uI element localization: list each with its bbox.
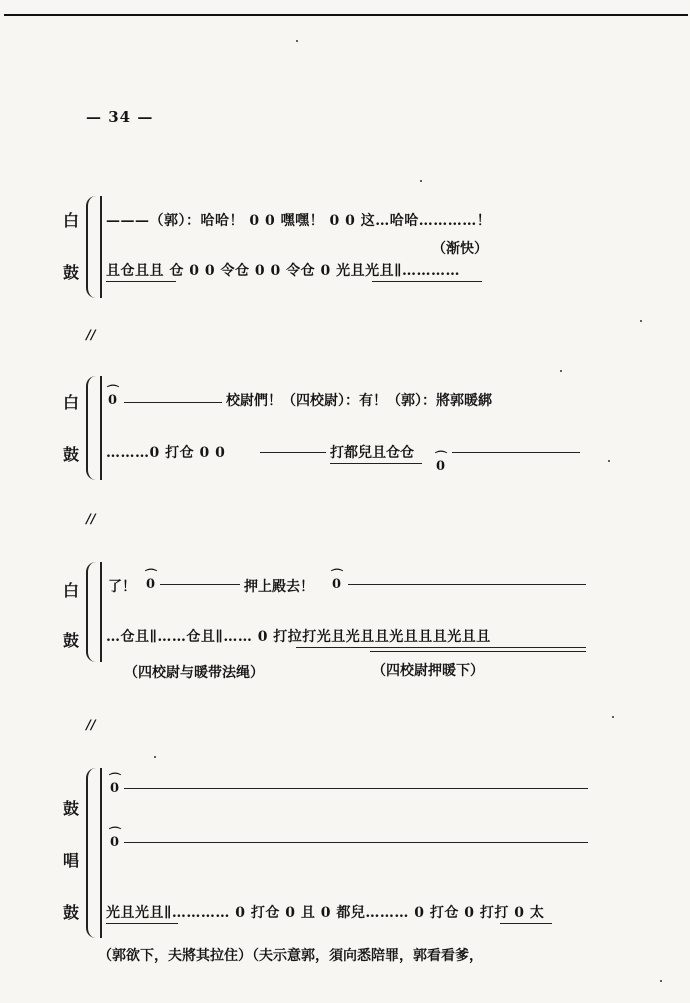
- barline: [100, 768, 102, 938]
- fermata-mark: ⌒ 0: [110, 836, 119, 849]
- speck: [296, 40, 298, 42]
- underline: [500, 923, 552, 924]
- gu-line-mid: 打都兒且仓仓: [330, 445, 414, 461]
- gu-line: …仓且∥……仓且∥…… 0 打拉打光且光且且光且且且光且且: [106, 629, 491, 645]
- rest-line: [124, 842, 588, 843]
- stage-note-left: （四校尉与暖带法绳）: [124, 665, 264, 681]
- speck: [608, 460, 610, 462]
- fermata-mark: ⌒ 0: [110, 782, 119, 795]
- top-rule: [4, 14, 688, 16]
- tempo-marking: （渐快）: [432, 241, 488, 257]
- brace: [86, 562, 98, 662]
- rest-dash: [160, 584, 240, 585]
- speck: [660, 980, 662, 982]
- speck: [612, 716, 614, 718]
- label-chang: 唱: [62, 851, 79, 870]
- bai-start: 了！: [108, 579, 136, 595]
- barline: [100, 376, 102, 480]
- underline: [106, 281, 176, 282]
- barline: [100, 196, 102, 298]
- speck: [640, 320, 642, 322]
- brace: [86, 768, 98, 938]
- label-bai: 白: [62, 581, 79, 600]
- brace: [86, 376, 98, 480]
- label-bai: 白: [62, 393, 79, 412]
- separator-3: //: [86, 718, 96, 733]
- label-gu: 鼓: [62, 631, 79, 650]
- underline: [296, 647, 586, 648]
- fermata-mark: ⌒ 0: [108, 394, 117, 407]
- rest-line: [124, 788, 588, 789]
- rest-dash: [260, 452, 326, 453]
- separator-1: //: [86, 328, 96, 343]
- speck: [560, 370, 562, 372]
- rest-dash: [124, 402, 222, 403]
- rest-dash: [452, 452, 580, 453]
- speck: [154, 756, 156, 758]
- speck: [420, 180, 422, 182]
- label-gu: 鼓: [62, 263, 79, 282]
- label-gu: 鼓: [62, 903, 79, 922]
- bai-text: 押上殿去！: [244, 579, 314, 595]
- brace: [86, 196, 98, 298]
- underline: [370, 651, 586, 652]
- gu-line-start: ………0 打仓 0 0: [106, 445, 226, 461]
- gu-line: 光且光且∥………… 0 打仓 0 且 0 都兒……… 0 打仓 0 打打 0 太: [106, 905, 545, 921]
- label-bai: 白: [62, 211, 79, 230]
- separator-2: //: [86, 512, 96, 527]
- bai-text: 校尉們！（四校尉）：有！（郭）：將郭暖綁: [226, 393, 492, 409]
- rest-dash: [348, 584, 586, 585]
- underline: [106, 923, 178, 924]
- fermata-mark: ⌒ 0: [332, 578, 341, 591]
- gu-line: 且仓且且 仓 0 0 令仓 0 0 令仓 0 光且光且∥…………: [106, 263, 460, 279]
- underline: [330, 463, 422, 464]
- bai-line: ———（郭）：哈哈！ 0 0 嘿嘿！ 0 0 这…哈哈…………！: [106, 213, 492, 229]
- stage-note-right: （四校尉押暖下）: [372, 663, 484, 679]
- label-gu: 鼓: [62, 445, 79, 464]
- fermata-mark: ⌒ 0: [146, 578, 155, 591]
- stage-direction: （郭欲下，夫將其拉住）（夫示意郭，須向悉陪罪，郭看看爹，: [98, 948, 483, 964]
- page-number: — 34 —: [86, 108, 154, 126]
- underline: [372, 281, 482, 282]
- barline: [100, 562, 102, 662]
- label-gu-top: 鼓: [62, 799, 79, 818]
- fermata-mark: ⌒ 0: [436, 460, 445, 473]
